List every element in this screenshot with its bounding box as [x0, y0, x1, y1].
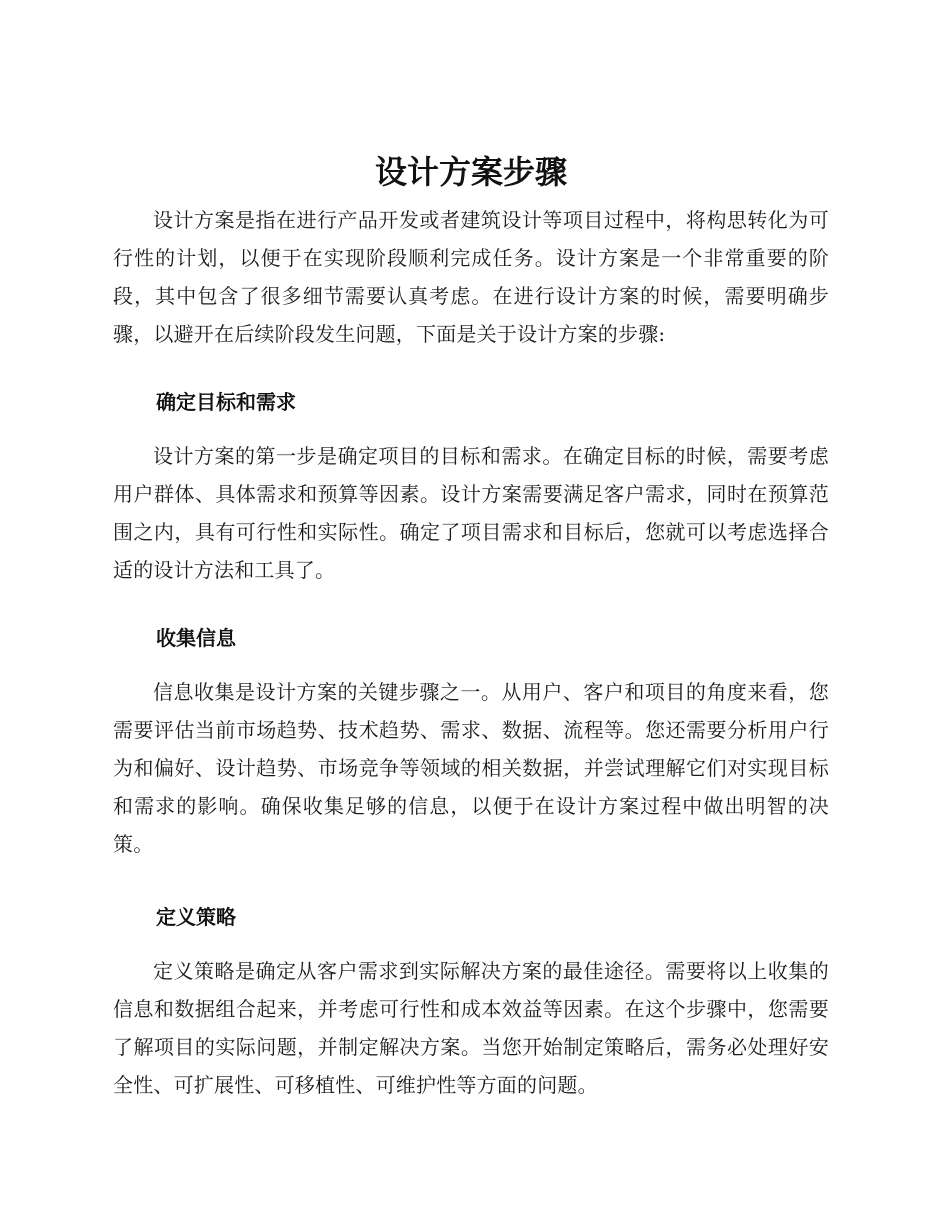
section-heading-strategy: 定义策略	[156, 905, 236, 929]
document-title: 设计方案步骤	[374, 153, 567, 191]
section-body-info: 信息收集是设计方案的关键步骤之一。从用户、客户和项目的角度来看，您需要评估当前市场趋势、技术趋势、需求、数据、流程等。您还需要分析用户行为和偏好、设计趋势、市场竞争等领域的相关数据，并尝试理解它们对实现目标和需求的影响。确保收集足够的信息，以便于在设计方案过程中做出明智的决策。	[113, 680, 829, 856]
intro-paragraph: 设计方案是指在进行产品开发或者建筑设计等项目过程中，将构思转化为可行性的计划，以便于在实现阶段顺利完成任务。设计方案是一个非常重要的阶段，其中包含了很多细节需要认真考虑。在进行设计方案的时候，需要明确步骤，以避开在后续阶段发生问题，下面是关于设计方案的步骤:	[113, 208, 829, 346]
section-body-strategy: 定义策略是确定从客户需求到实际解决方案的最佳途径。需要将以上收集的信息和数据组合起来，并考虑可行性和成本效益等因素。在这个步骤中，您需要了解项目的实际问题，并制定解决方案。当您开始制定策略后，需务必处理好安全性、可扩展性、可移植性、可维护性等方面的问题。	[113, 959, 829, 1097]
section-body-goals: 设计方案的第一步是确定项目的目标和需求。在确定目标的时候，需要考虑用户群体、具体需求和预算等因素。设计方案需要满足客户需求，同时在预算范围之内，具有可行性和实际性。确定了项目需求和目标后，您就可以考虑选择合适的设计方法和工具了。	[113, 444, 829, 582]
section-heading-info: 收集信息	[156, 626, 236, 650]
section-heading-goals: 确定目标和需求	[156, 390, 296, 414]
